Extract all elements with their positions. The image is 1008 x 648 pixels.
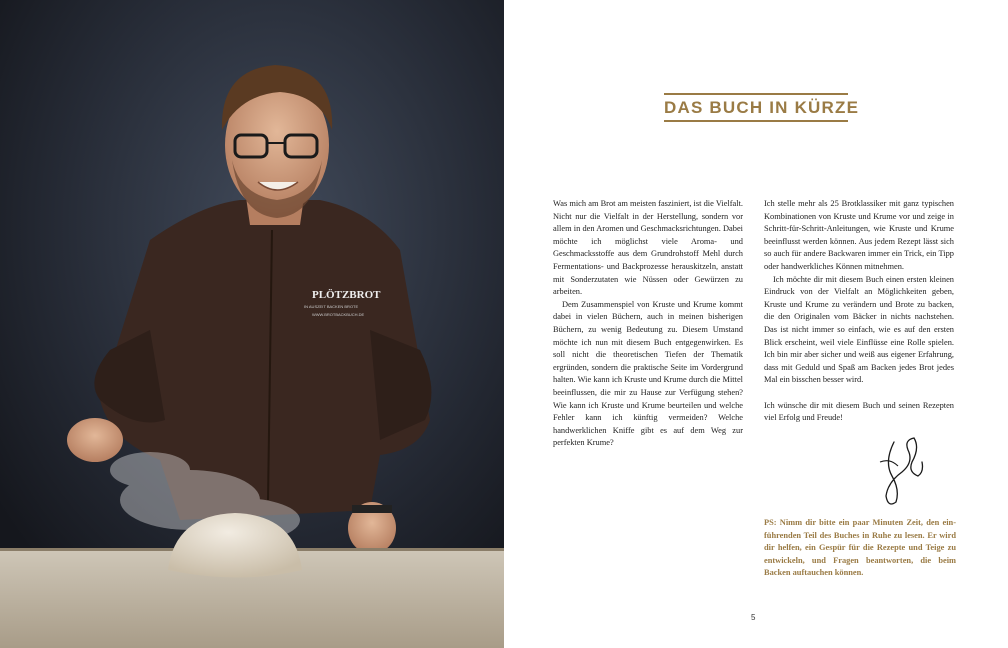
page-heading: DAS BUCH IN KÜRZE: [664, 98, 860, 117]
heading-block: [664, 93, 860, 122]
paragraph: Was mich am Brot am meisten fasziniert, ist die Vielfalt. Nicht nur die Vielfalt in der Herstellung, sondern vor allem in den Aromen und Geschmacksrichtungen. Dabei möchte ich möglichst viele Aroma- und Geschmacksstoffe aus dem Grundrohstoff Mehl durch Fermentations- und Backprozesse herauskitzeln, anstatt mit Sonderzutaten wie Nüssen oder Gewürzen zu arbeiten.: [553, 199, 743, 297]
svg-text:PLÖTZBROT: PLÖTZBROT: [312, 289, 381, 301]
svg-text:WWW.BROTBACKBUCH.DE: WWW.BROTBACKBUCH.DE: [312, 312, 365, 317]
paragraph: Ich möchte dir mit diesem Buch einen ersten kleinen Eindruck von der Vielfalt an Möglichkeiten geben, Kruste und Krume zu verändern und Brote zu backen, die den Originalen vom Bäcker in nichts nachstehen. Das ist nicht immer so einfach, wie es auf den ersten Blick erscheint, weil viele Einflüsse eine Rolle spielen. Ich bin mir aber sicher und weiß aus eigener Erfahrung, dass mit Geduld und Spaß am Backen jedes Brot jedes Mal ein bisschen besser wird.: [764, 274, 954, 385]
text-column-left: [553, 198, 743, 450]
text-column-right: [764, 198, 954, 425]
heading-rule-bottom: [664, 120, 848, 122]
postscript: PS: Nimm dir bitte ein paar Minuten Zeit, den einführenden Teil des Buches in Ruhe zu lesen. Er wird dir helfen, ein Gespür für die Rezepte und Teige zu entwickeln, und Fragen beantworten, die beim Backen auftauchen können.: [764, 518, 956, 578]
author-signature: [874, 432, 934, 510]
text-page: [504, 0, 1008, 648]
wristband: [352, 505, 392, 513]
page-number: 5: [751, 613, 756, 622]
paragraph: Dem Zusammenspiel von Kruste und Krume kommt dabei in vielen Büchern, auch in meinen bisherigen Büchern, zu wenig Bedeutung zu. Diesem Umstand möchte ich nun mit diesem Buch entgegenwirken. Es soll nicht die theoretischen Tiefen der Thematik ergründen, sondern die praktische Seite im Vordergrund halten. Wie kann ich Kruste und Krume durch die Mittel beeinflussen, die mir zu Hause zur Verfügung stehen? Wie kann ich Kruste und Krume beurteilen und welche Fehler kann ich künftig vermeiden? Welche handwerklichen Kniffe gibt es auf dem Weg zur perfekten Krume?: [553, 299, 743, 448]
left-hand: [67, 418, 123, 462]
paragraph: Ich stelle mehr als 25 Brotklassiker mit ganz typischen Kombinationen von Kruste und Krume vor und zeige in Schritt-für-Schritt-Anleitungen, wie Kruste und Krume beeinflusst werden können. Aus jedem Rezept lässt sich so auch für andere Backwaren immer ein Trick, ein Tipp oder handwerkliches Können mitnehmen.: [764, 199, 954, 271]
svg-text:IN AUSZEIT BACKEN BROTE: IN AUSZEIT BACKEN BROTE: [304, 304, 359, 309]
paragraph: Ich wünsche dir mit diesem Buch und seinen Rezepten viel Erfolg und Freude!: [764, 400, 954, 423]
